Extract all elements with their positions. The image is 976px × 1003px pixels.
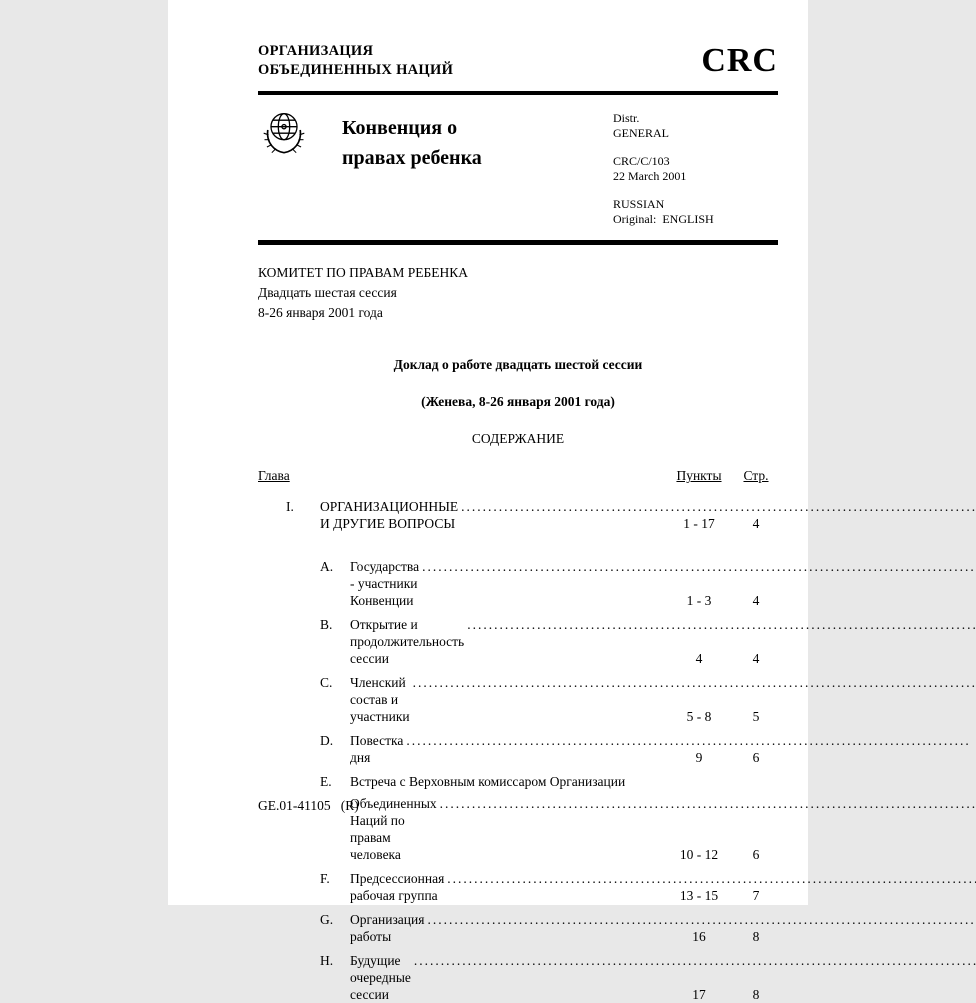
report-subtitle: (Женева, 8-26 января 2001 года) xyxy=(421,394,615,409)
item-paragraphs: 5 - 8 xyxy=(686,709,712,724)
item-paragraphs: 10 - 12 xyxy=(679,847,719,862)
item-title: Повестка дня xyxy=(350,733,404,765)
chapter-title-cell xyxy=(320,498,664,532)
item-title: Организация работы xyxy=(350,912,425,944)
item-letter: H. xyxy=(320,953,334,968)
toc-item-row xyxy=(258,616,778,667)
toc-item-row xyxy=(258,732,778,766)
session-number: Двадцать шестая сессия xyxy=(258,285,397,300)
item-page: 5 xyxy=(752,709,760,724)
divider-rule-bottom xyxy=(258,240,778,245)
organization-name-line2: ОБЪЕДИНЕННЫХ НАЦИЙ xyxy=(258,62,454,78)
language-group xyxy=(613,197,778,227)
chapter-page: 4 xyxy=(752,516,760,531)
un-emblem-icon xyxy=(258,105,310,168)
toc-item-row xyxy=(258,558,778,609)
item-letter: A. xyxy=(320,559,334,574)
item-letter: B. xyxy=(320,617,333,632)
item-page: 4 xyxy=(752,651,760,666)
doc-number: CRC/C/103 xyxy=(613,154,670,168)
item-paragraphs: 9 xyxy=(695,750,703,765)
toc-item-row xyxy=(258,674,778,725)
original-language: Original: ENGLISH xyxy=(613,212,714,226)
item-page: 4 xyxy=(752,593,760,608)
doc-number-group xyxy=(613,154,778,184)
convention-title xyxy=(342,105,482,173)
document-page xyxy=(168,0,808,1002)
contents-heading: СОДЕРЖАНИЕ xyxy=(471,431,565,446)
item-letter: E. xyxy=(320,774,332,789)
item-page: 8 xyxy=(752,929,760,944)
doc-date: 22 March 2001 xyxy=(613,169,687,183)
document-symbol: CRC xyxy=(701,42,778,79)
item-paragraphs: 16 xyxy=(692,929,706,944)
distribution-group xyxy=(613,111,778,141)
toc-item-row xyxy=(258,952,778,1003)
chapter-paragraphs: 1 - 17 xyxy=(683,516,715,531)
language: RUSSIAN xyxy=(613,197,665,211)
item-title-line2: Объединенных Наций по правам человека xyxy=(350,796,437,862)
document-header xyxy=(258,42,778,80)
toc-item-row xyxy=(258,911,778,945)
item-page: 8 xyxy=(752,987,760,1002)
chapter-numeral: I. xyxy=(286,499,294,514)
toc-col-paragraphs: Пункты xyxy=(676,468,722,483)
convention-title-line1: Конвенция о xyxy=(342,117,458,139)
toc-item-row xyxy=(258,773,778,863)
session-dates: 8-26 января 2001 года xyxy=(258,305,383,320)
item-paragraphs: 13 - 15 xyxy=(679,888,719,903)
item-letter: D. xyxy=(320,733,334,748)
organization-name xyxy=(258,42,453,80)
item-letter: F. xyxy=(320,871,330,886)
item-page: 6 xyxy=(752,847,760,862)
toc-header-spacer xyxy=(290,467,664,484)
divider-rule-top xyxy=(258,91,778,95)
item-page: 7 xyxy=(752,888,760,903)
item-title: Открытие и продолжительность сессии xyxy=(350,617,465,666)
document-info-block xyxy=(613,105,778,240)
masthead xyxy=(258,105,778,240)
item-letter: C. xyxy=(320,675,333,690)
item-title: Государства - участники Конвенции xyxy=(350,559,420,608)
session-block xyxy=(258,263,778,323)
item-title: Предсессионная рабочая группа xyxy=(350,871,445,903)
document-reference: GE.01-41105 (R) xyxy=(258,798,359,813)
item-paragraphs: 1 - 3 xyxy=(686,593,712,608)
item-letter: G. xyxy=(320,912,334,927)
item-page: 6 xyxy=(752,750,760,765)
distr-label: Distr. xyxy=(613,111,640,125)
committee-name: КОМИТЕТ ПО ПРАВАМ РЕБЕНКА xyxy=(258,265,468,280)
report-title: Доклад о работе двадцать шестой сессии xyxy=(393,357,643,372)
distr-value: GENERAL xyxy=(613,126,669,140)
item-paragraphs: 17 xyxy=(692,987,706,1002)
toc-chapter-row xyxy=(258,498,778,532)
convention-title-line2: правах ребенка xyxy=(342,147,482,169)
toc-col-chapter: Глава xyxy=(258,468,290,483)
toc-header-row xyxy=(258,467,778,484)
item-title: Членский состав и участники xyxy=(350,675,410,724)
item-title: Будущие очередные сессии xyxy=(350,953,411,1002)
item-title-line1: Встреча с Верховным комиссаром Организации xyxy=(350,774,626,789)
toc-item-row xyxy=(258,870,778,904)
toc-col-page: Стр. xyxy=(743,468,769,483)
item-paragraphs: 4 xyxy=(695,651,703,666)
organization-name-line1: ОРГАНИЗАЦИЯ xyxy=(258,43,374,59)
chapter-title: ОРГАНИЗАЦИОННЫЕ И ДРУГИЕ ВОПРОСЫ xyxy=(320,499,459,531)
